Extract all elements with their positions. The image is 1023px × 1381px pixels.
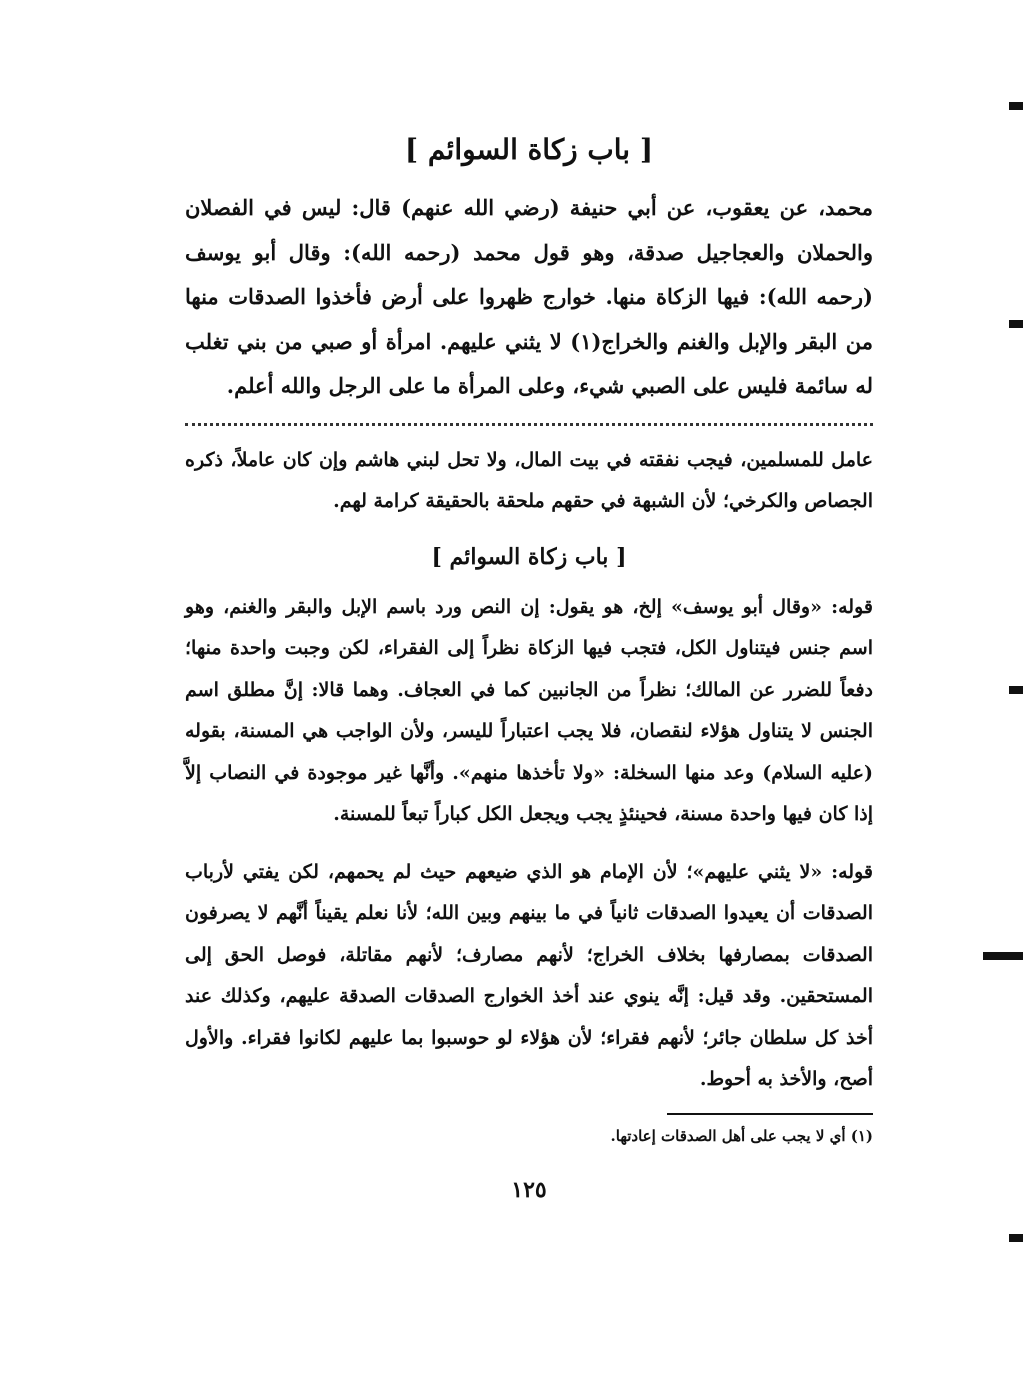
main-heading: [ باب زكاة السوائم ] [404,133,654,166]
main-text-block [185,186,873,409]
footnote-rule [667,1113,873,1115]
paragraph-gap [185,836,873,852]
commentary-block [185,440,873,1101]
sub-heading: [ باب زكاة السوائم ] [431,543,627,570]
scan-edge-mark [1009,320,1023,328]
scan-edge-mark [1009,102,1023,110]
footnote: (١) أي لا يجب على أهل الصدقات إعادتها. [610,1126,873,1145]
page-number: ١٢٥ [511,1176,547,1203]
page-content [185,130,873,1203]
scan-edge-mark [1009,1234,1023,1242]
scan-edge-mark [983,952,1023,960]
main-text-paragraph: محمد، عن يعقوب، عن أبي حنيفة (رضي الله عنهم) قال: ليس في الفصلان والحملان والعجاجيل صدقة، وهو قول محمد (رحمه الله): وقال أبو يوسف (رحمه الله): فيها الزكاة منها. خوارج ظهروا على أرض فأخذوا الصدقات منها من البقر والإبل والغنم والخراج(١) لا يثني عليهم. امرأة أو صبي من بني تغلب له سائمة فليس على الصبي شيء، وعلى المرأة ما على الرجل والله أعلم. [185,195,873,398]
commentary-paragraph-1: قوله: «وقال أبو يوسف» إلخ، هو يقول: إن النص ورد باسم الإبل والبقر والغنم، وهو اسم جنس فيتناول الكل، فتجب فيها الزكاة نظراً إلى الفقراء، لكن وجبت واحدة منها؛ دفعاً للضرر عن المالك؛ نظراً من الجانبين كما في العجاف. وهما قالا: إنَّ مطلق اسم الجنس لا يتناول هؤلاء لنقصان، فلا يجب اعتباراً لليسر، ولأن الواجب هي المسنة، بقوله (عليه السلام) وعد منها السخلة: «ولا تأخذها منهم». وأنَّها غير موجودة في النصاب إلاَّ إذا كان فيها واحدة مسنة، فحينئذٍ يجب ويجعل الكل كباراً تبعاً للمسنة. [185,595,873,825]
commentary-top-paragraph: عامل للمسلمين، فيجب نفقته في بيت المال، ولا تحل لبني هاشم وإن كان عاملاً، ذكره الجصاص والكرخي؛ لأن الشبهة في حقهم ملحقة بالحقيقة كرامة لهم. [185,448,873,512]
scan-edge-mark [1009,686,1023,694]
commentary-paragraph-2: قوله: «لا يثني عليهم»؛ لأن الإمام هو الذي ضيعهم حيث لم يحمهم، لكن يفتي لأرباب الصدقات أن يعيدوا الصدقات ثانياً في ما بينهم وبين الله؛ لأنا نعلم يقيناً أنَّهم لا يصرفون الصدقات بمصارفها بخلاف الخراج؛ لأنهم مصارف؛ لأنهم مقاتلة، فوصل الحق إلى المستحقين. وقد قيل: إنَّه ينوي عند أخذ الخوارج الصدقات الصدقة عليهم، وكذلك عند أخذ كل سلطان جائر؛ لأنهم فقراء؛ لأن هؤلاء لو حوسبوا بما عليهم لكانوا فقراء. والأول أصح، والأخذ به أحوط. [185,860,873,1090]
dotted-separator [185,423,873,434]
